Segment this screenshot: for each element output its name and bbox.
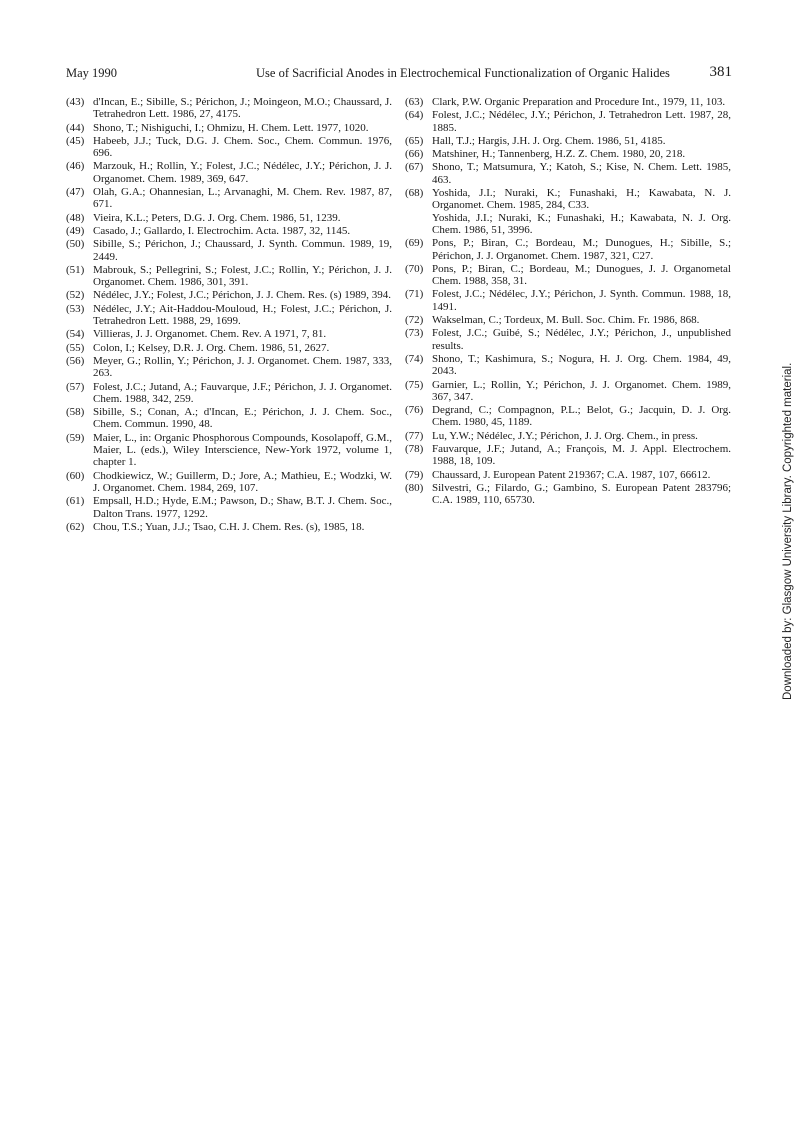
reference-item xyxy=(405,469,731,481)
reference-text: Yoshida, J.I.; Nuraki, K.; Funashaki, H.; Kawabata, N. J. Organomet. Chem. 1985, 284, C33. xyxy=(432,187,731,212)
reference-item xyxy=(66,289,392,301)
reference-number: (54) xyxy=(66,328,85,341)
reference-item xyxy=(405,327,731,352)
reference-text: Garnier, L.; Rollin, Y.; Périchon, J. J. Organomet. Chem. 1989, 367, 347. xyxy=(432,378,731,403)
reference-text: Degrand, C.; Compagnon, P.L.; Belot, G.; Jacquin, D. J. Org. Chem. 1980, 45, 1189. xyxy=(432,404,731,429)
reference-item xyxy=(405,443,731,468)
reference-text-secondary: Yoshida, J.I.; Nuraki, K.; Funashaki, H.; Kawabata, N. J. Org. Chem. 1986, 51, 3996. xyxy=(432,211,731,236)
reference-item xyxy=(66,328,392,340)
reference-text: Sibille, S.; Périchon, J.; Chaussard, J. Synth. Commun. 1989, 19, 2449. xyxy=(93,238,392,263)
reference-text: Lu, Y.W.; Nédélec, J.Y.; Périchon, J. J. Org. Chem., in press. xyxy=(432,429,698,442)
reference-text: Silvestri, G.; Filardo, G.; Gambino, S. European Patent 283796; C.A. 1989, 110, 65730. xyxy=(432,481,731,507)
reference-text: Shono, T.; Kashimura, S.; Nogura, H. J. Org. Chem. 1984, 49, 2043. xyxy=(432,352,731,378)
reference-number: (71) xyxy=(405,288,424,301)
reference-text: Clark, P.W. Organic Preparation and Procedure Int., 1979, 11, 103. xyxy=(432,96,726,108)
page-number: 381 xyxy=(709,64,732,80)
reference-text: Olah, G.A.; Ohannesian, L.; Arvanaghi, M. Chem. Rev. 1987, 87, 671. xyxy=(93,186,392,211)
reference-number: (66) xyxy=(405,148,424,161)
reference-number: (63) xyxy=(405,96,424,108)
reference-item xyxy=(405,288,731,313)
reference-text: Nédélec, J.Y.; Ait-Haddou-Mouloud, H.; Folest, J.C.; Périchon, J. Tetrahedron Lett. 1988, 29, 1699. xyxy=(93,302,392,328)
reference-number: (80) xyxy=(405,481,424,494)
reference-number: (56) xyxy=(66,354,85,367)
reference-item xyxy=(66,186,392,211)
issue-date: May 1990 xyxy=(66,66,118,80)
reference-text: Folest, J.C.; Nédélec, J.Y.; Périchon, J. Tetrahedron Lett. 1987, 28, 1885. xyxy=(432,109,731,134)
reference-text: Meyer, G.; Rollin, Y.; Périchon, J. J. Organomet. Chem. 1987, 333, 263. xyxy=(93,354,392,380)
reference-text: Shono, T.; Matsumura, Y.; Katoh, S.; Kise, N. Chem. Lett. 1985, 463. xyxy=(432,161,731,186)
reference-number: (45) xyxy=(66,134,85,147)
reference-text: Colon, I.; Kelsey, D.R. J. Org. Chem. 1986, 51, 2627. xyxy=(93,341,330,354)
reference-item xyxy=(66,264,392,289)
reference-item xyxy=(66,212,392,224)
reference-number: (51) xyxy=(66,263,85,276)
reference-number: (58) xyxy=(66,406,85,419)
reference-number: (61) xyxy=(66,495,85,508)
running-title: Use of Sacrificial Anodes in Electrochemical Functionalization of Organic Halides xyxy=(256,66,670,80)
reference-number: (55) xyxy=(66,341,85,354)
reference-text: Wakselman, C.; Tordeux, M. Bull. Soc. Chim. Fr. 1986, 868. xyxy=(432,314,700,327)
references-column-left xyxy=(66,96,392,534)
reference-number: (49) xyxy=(66,224,85,237)
reference-item xyxy=(405,187,731,236)
reference-text: Habeeb, J.J.; Tuck, D.G. J. Chem. Soc., Chem. Commun. 1976, 696. xyxy=(93,134,392,160)
reference-number: (75) xyxy=(405,378,424,391)
reference-number: (64) xyxy=(405,109,424,122)
download-watermark: Downloaded by: Glasgow University Library. Copyrighted material. xyxy=(782,362,794,700)
references-column-right xyxy=(405,96,731,508)
reference-item xyxy=(66,303,392,328)
reference-item xyxy=(66,122,392,134)
reference-item xyxy=(405,430,731,442)
reference-number: (76) xyxy=(405,404,424,417)
reference-text: Matshiner, H.; Tannenberg, H.Z. Z. Chem. 1980, 20, 218. xyxy=(432,148,686,161)
reference-number: (70) xyxy=(405,262,424,275)
reference-item xyxy=(405,353,731,378)
reference-text: Mabrouk, S.; Pellegrini, S.; Folest, J.C.; Rollin, Y.; Périchon, J. J. Organomet. Chem. 1986, 301, 391. xyxy=(93,263,392,289)
reference-item xyxy=(66,521,392,533)
reference-text: Folest, J.C.; Nédélec, J.Y.; Périchon, J. Synth. Commun. 1988, 18, 1491. xyxy=(432,288,731,313)
reference-number: (46) xyxy=(66,160,85,173)
reference-text: Sibille, S.; Conan, A.; d'Incan, E.; Périchon, J. J. Chem. Soc., Chem. Commun. 1990, 48. xyxy=(93,406,392,431)
reference-item xyxy=(66,381,392,406)
reference-item xyxy=(405,482,731,507)
reference-number: (48) xyxy=(66,211,85,224)
reference-item xyxy=(405,404,731,429)
reference-item xyxy=(405,148,731,160)
reference-text: Folest, J.C.; Jutand, A.; Fauvarque, J.F.; Périchon, J. J. Organomet. Chem. 1988, 342, 259. xyxy=(93,380,392,405)
reference-item xyxy=(66,406,392,431)
reference-item xyxy=(66,432,392,469)
reference-text: Chaussard, J. European Patent 219367; C.A. 1987, 107, 66612. xyxy=(432,468,711,481)
reference-item xyxy=(66,355,392,380)
reference-text: Vieira, K.L.; Peters, D.G. J. Org. Chem. 1986, 51, 1239. xyxy=(93,211,341,224)
running-header xyxy=(66,64,732,84)
reference-number: (73) xyxy=(405,327,424,340)
reference-item xyxy=(405,314,731,326)
reference-number: (43) xyxy=(66,96,85,108)
reference-number: (44) xyxy=(66,121,85,134)
reference-text: Marzouk, H.; Rollin, Y.; Folest, J.C.; Nédélec, J.Y.; Périchon, J. J. Organomet. Chem. 1989, 369, 647. xyxy=(93,160,392,185)
reference-text: d'Incan, E.; Sibille, S.; Périchon, J.; Moingeon, M.O.; Chaussard, J. Tetrahedron Lett. 1986, 27, 4175. xyxy=(93,96,392,121)
reference-item xyxy=(66,495,392,520)
reference-text: Pons, P.; Biran, C.; Bordeau, M.; Dunogues, J. J. Organometal Chem. 1988, 358, 31. xyxy=(432,262,731,288)
reference-text: Nédélec, J.Y.; Folest, J.C.; Périchon, J. J. Chem. Res. (s) 1989, 394. xyxy=(93,289,392,302)
reference-item xyxy=(66,160,392,185)
reference-number: (47) xyxy=(66,186,85,199)
reference-item xyxy=(405,161,731,186)
reference-item xyxy=(405,109,731,134)
reference-text: Maier, L., in: Organic Phosphorous Compounds, Kosolapoff, G.M., Maier, L. (eds.), Wiley Interscience, New-York 1972, volume 1, chapter 1. xyxy=(93,431,392,469)
reference-text: Hall, T.J.; Hargis, J.H. J. Org. Chem. 1986, 51, 4185. xyxy=(432,134,666,147)
reference-item xyxy=(66,96,392,121)
reference-item xyxy=(405,237,731,262)
reference-text: Shono, T.; Nishiguchi, I.; Ohmizu, H. Chem. Lett. 1977, 1020. xyxy=(93,121,369,134)
reference-text: Folest, J.C.; Guibé, S.; Nédélec, J.Y.; Périchon, J., unpublished results. xyxy=(432,327,731,352)
reference-number: (62) xyxy=(66,520,85,533)
reference-text: Chodkiewicz, W.; Guillerm, D.; Jore, A.; Mathieu, E.; Wodzki, W. J. Organomet. Chem. 1984, 269, 107. xyxy=(93,469,392,494)
reference-number: (78) xyxy=(405,443,424,456)
reference-number: (79) xyxy=(405,468,424,481)
reference-number: (74) xyxy=(405,352,424,365)
reference-number: (60) xyxy=(66,469,85,482)
reference-number: (50) xyxy=(66,238,85,251)
reference-number: (52) xyxy=(66,289,85,302)
reference-item xyxy=(405,263,731,288)
reference-text: Pons, P.; Biran, C.; Bordeau, M.; Dunogues, H.; Sibille, S.; Périchon, J. J. Organomet. Chem. 1987, 321, C27. xyxy=(432,237,731,262)
reference-number: (68) xyxy=(405,187,424,200)
reference-text: Villieras, J. J. Organomet. Chem. Rev. A 1971, 7, 81. xyxy=(93,328,327,341)
reference-item xyxy=(405,96,731,108)
reference-item xyxy=(66,470,392,495)
reference-number: (59) xyxy=(66,431,85,444)
reference-text: Casado, J.; Gallardo, I. Electrochim. Acta. 1987, 32, 1145. xyxy=(93,224,351,237)
reference-number: (67) xyxy=(405,161,424,174)
reference-item xyxy=(66,342,392,354)
reference-number: (65) xyxy=(405,134,424,147)
reference-number: (69) xyxy=(405,237,424,250)
reference-text: Fauvarque, J.F.; Jutand, A.; François, M. J. Appl. Electrochem. 1988, 18, 109. xyxy=(432,443,731,468)
reference-text: Empsall, H.D.; Hyde, E.M.; Pawson, D.; Shaw, B.T. J. Chem. Soc., Dalton Trans. 1977, 1292. xyxy=(93,495,392,520)
reference-item xyxy=(66,135,392,160)
reference-item xyxy=(405,135,731,147)
reference-item xyxy=(405,379,731,404)
reference-number: (53) xyxy=(66,302,85,315)
reference-number: (57) xyxy=(66,380,85,393)
reference-number: (77) xyxy=(405,429,424,442)
reference-item xyxy=(66,225,392,237)
reference-item xyxy=(66,238,392,263)
reference-number: (72) xyxy=(405,314,424,327)
reference-text: Chou, T.S.; Yuan, J.J.; Tsao, C.H. J. Chem. Res. (s), 1985, 18. xyxy=(93,520,365,533)
